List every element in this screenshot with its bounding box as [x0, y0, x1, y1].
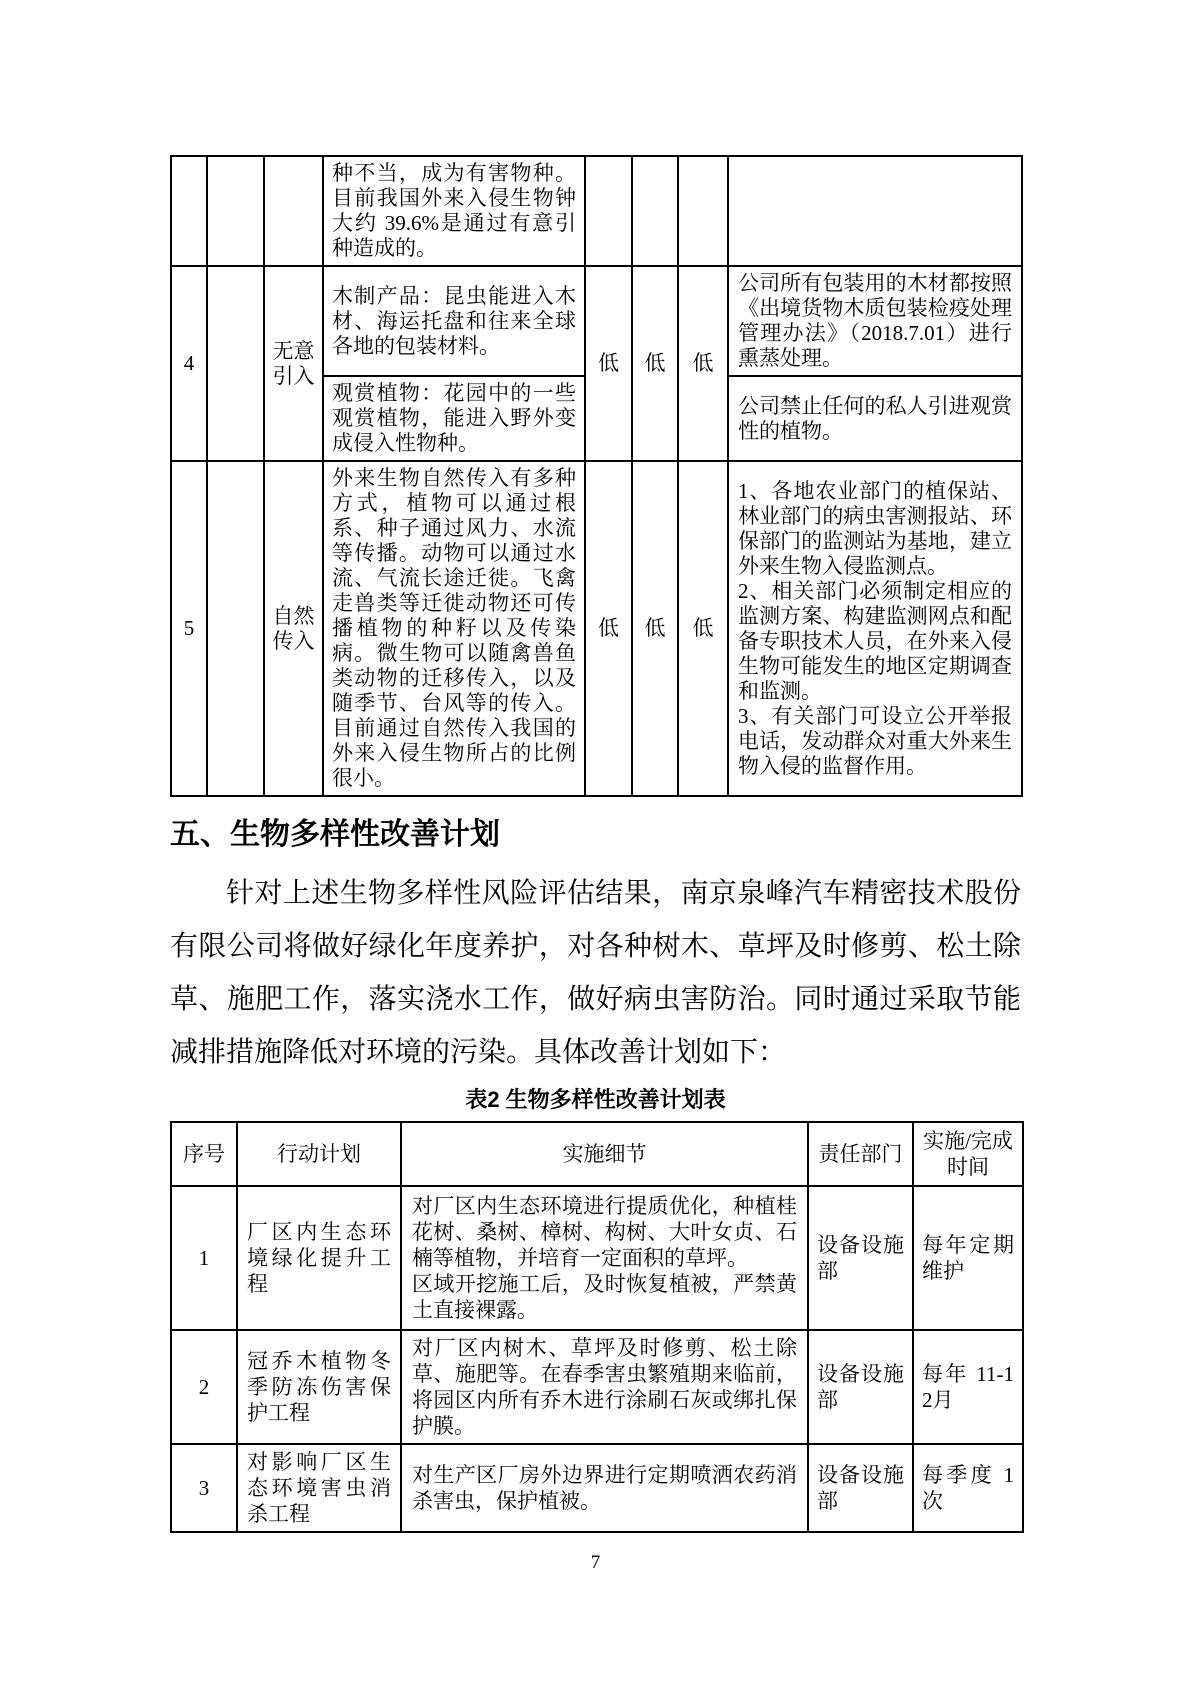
carryover-description-cell: 种不当，成为有害物种。目前我国外来入侵生物钟大约 39.6%是通过有意引种造成的。	[323, 156, 585, 266]
header-details: 实施细节	[401, 1122, 808, 1186]
table2-row-1	[171, 1186, 1023, 1330]
table2-header-row	[171, 1122, 1023, 1186]
row5-empty-cell	[207, 461, 264, 796]
measure-item-1: 1、各地农业部门的植保站、林业部门的病虫害测报站、环保部门的监测站为基地，建立外来生物入侵监测点。	[738, 478, 1012, 578]
plan3-department-cell: 设备设施部	[808, 1444, 913, 1532]
plan3-time-cell: 每季度 1次	[913, 1444, 1023, 1532]
header-plan: 行动计划	[237, 1122, 401, 1186]
row4-measure-cell-wood: 公司所有包装用的木材都按照《出境货物木质包装检疫处理管理办法》（2018.7.01）进行熏蒸处理。	[728, 266, 1022, 376]
plan1-details-line-2: 区域开挖施工后，及时恢复植被，严禁黄土直接裸露。	[412, 1272, 797, 1322]
plan3-details-line-1: 对生产区厂房外边界进行定期喷洒农药消杀害虫，保护植被。	[412, 1463, 797, 1513]
plan1-details-cell	[401, 1186, 808, 1330]
header-time: 实施/完成时间	[913, 1122, 1023, 1186]
row5-rating-cell-1: 低	[585, 461, 632, 796]
row4-measure-cell-plants: 公司禁止任何的私人引进观赏性的植物。	[728, 376, 1022, 461]
table2-row-2	[171, 1330, 1023, 1444]
header-no: 序号	[171, 1122, 237, 1186]
page-number: 7	[590, 1552, 601, 1573]
row4-description-cell-plants: 观赏植物：花园中的一些观赏植物，能进入野外变成侵入性物种。	[323, 376, 585, 461]
row5-description-cell: 外来生物自然传入有多种方式，植物可以通过根系、种子通过风力、水流等传播。动物可以通过水流、气流长途迁徙。飞禽走兽类等迁徙动物还可传播植物的种籽以及传染病。微生物可以随禽兽鱼类动物的迁移传入，以及随季节、台风等的传入。目前通过自然传入我国的外来入侵生物所占的比例很小。	[323, 461, 585, 796]
plan2-details-line-1: 对厂区内树木、草坪及时修剪、松土除草、施肥等。在春季害虫繁殖期来临前，将园区内所有乔木进行涂刷石灰或绑扎保护膜。	[412, 1336, 797, 1438]
row4-rating-cell-2: 低	[632, 266, 678, 461]
row4-description-cell-wood: 木制产品：昆虫能进入木材、海运托盘和往来全球各地的包装材料。	[323, 266, 585, 376]
risk-assessment-table	[170, 155, 1023, 797]
carryover-category-cell	[264, 156, 323, 266]
row4-empty-cell	[207, 266, 264, 461]
measure-item-2: 2、相关部门必须制定相应的监测方案、构建监测网点和配备专职技术人员，在外来入侵生物可能发生的地区定期调查和监测。	[738, 578, 1012, 703]
table2-row-3	[171, 1444, 1023, 1532]
carryover-empty-cell	[207, 156, 264, 266]
plan1-department-cell: 设备设施部	[808, 1186, 913, 1330]
plan3-name-cell: 对影响厂区生态环境害虫消杀工程	[237, 1444, 401, 1532]
row4-category-cell: 无意引入	[264, 266, 323, 461]
section-paragraph: 针对上述生物多样性风险评估结果，南京泉峰汽车精密技术股份有限公司将做好绿化年度养护，对各种树木、草坪及时修剪、松土除草、施肥工作，落实浇水工作，做好病虫害防治。同时通过采取节能减排措施降低对环境的污染。具体改善计划如下：	[170, 878, 1021, 1068]
carryover-rating-cell	[678, 156, 728, 266]
row4-rating-cell-1: 低	[585, 266, 632, 461]
document-page-content	[170, 155, 1021, 1533]
row5-measure-cell	[728, 461, 1022, 796]
carryover-measure-cell	[728, 156, 1022, 266]
row5-rating-cell-2: 低	[632, 461, 678, 796]
carryover-rating-cell	[632, 156, 678, 266]
measure-item-3: 3、有关部门可设立公开举报电话，发动群众对重大外来生物入侵的监督作用。	[738, 703, 1012, 778]
row4-no-cell: 4	[171, 266, 207, 461]
table-row-5	[171, 461, 1022, 796]
table-row-4a	[171, 266, 1022, 376]
table2-title: 表2 生物多样性改善计划表	[465, 1087, 726, 1112]
row5-no-cell: 5	[171, 461, 207, 796]
plan3-details-cell	[401, 1444, 808, 1532]
row5-rating-cell-3: 低	[678, 461, 728, 796]
plan2-details-cell	[401, 1330, 808, 1444]
carryover-no-cell	[171, 156, 207, 266]
plan1-details-line-1: 对厂区内生态环境进行提质优化，种植桂花树、桑树、樟树、构树、大叶女贞、石楠等植物，并培育一定面积的草坪。	[412, 1194, 797, 1270]
plan1-time-cell: 每年定期维护	[913, 1186, 1023, 1330]
plan1-no-cell: 1	[171, 1186, 237, 1330]
table-row-carryover	[171, 156, 1022, 266]
row4-rating-cell-3: 低	[678, 266, 728, 461]
row5-category-cell: 自然传入	[264, 461, 323, 796]
plan2-name-cell: 冠乔木植物冬季防冻伤害保护工程	[237, 1330, 401, 1444]
section-heading: 五、生物多样性改善计划	[170, 818, 500, 851]
header-department: 责任部门	[808, 1122, 913, 1186]
plan1-name-cell: 厂区内生态环境绿化提升工程	[237, 1186, 401, 1330]
plan3-no-cell: 3	[171, 1444, 237, 1532]
carryover-rating-cell	[585, 156, 632, 266]
improvement-plan-table	[170, 1121, 1024, 1533]
plan2-no-cell: 2	[171, 1330, 237, 1444]
plan2-time-cell: 每年 11-12月	[913, 1330, 1023, 1444]
plan2-department-cell: 设备设施部	[808, 1330, 913, 1444]
